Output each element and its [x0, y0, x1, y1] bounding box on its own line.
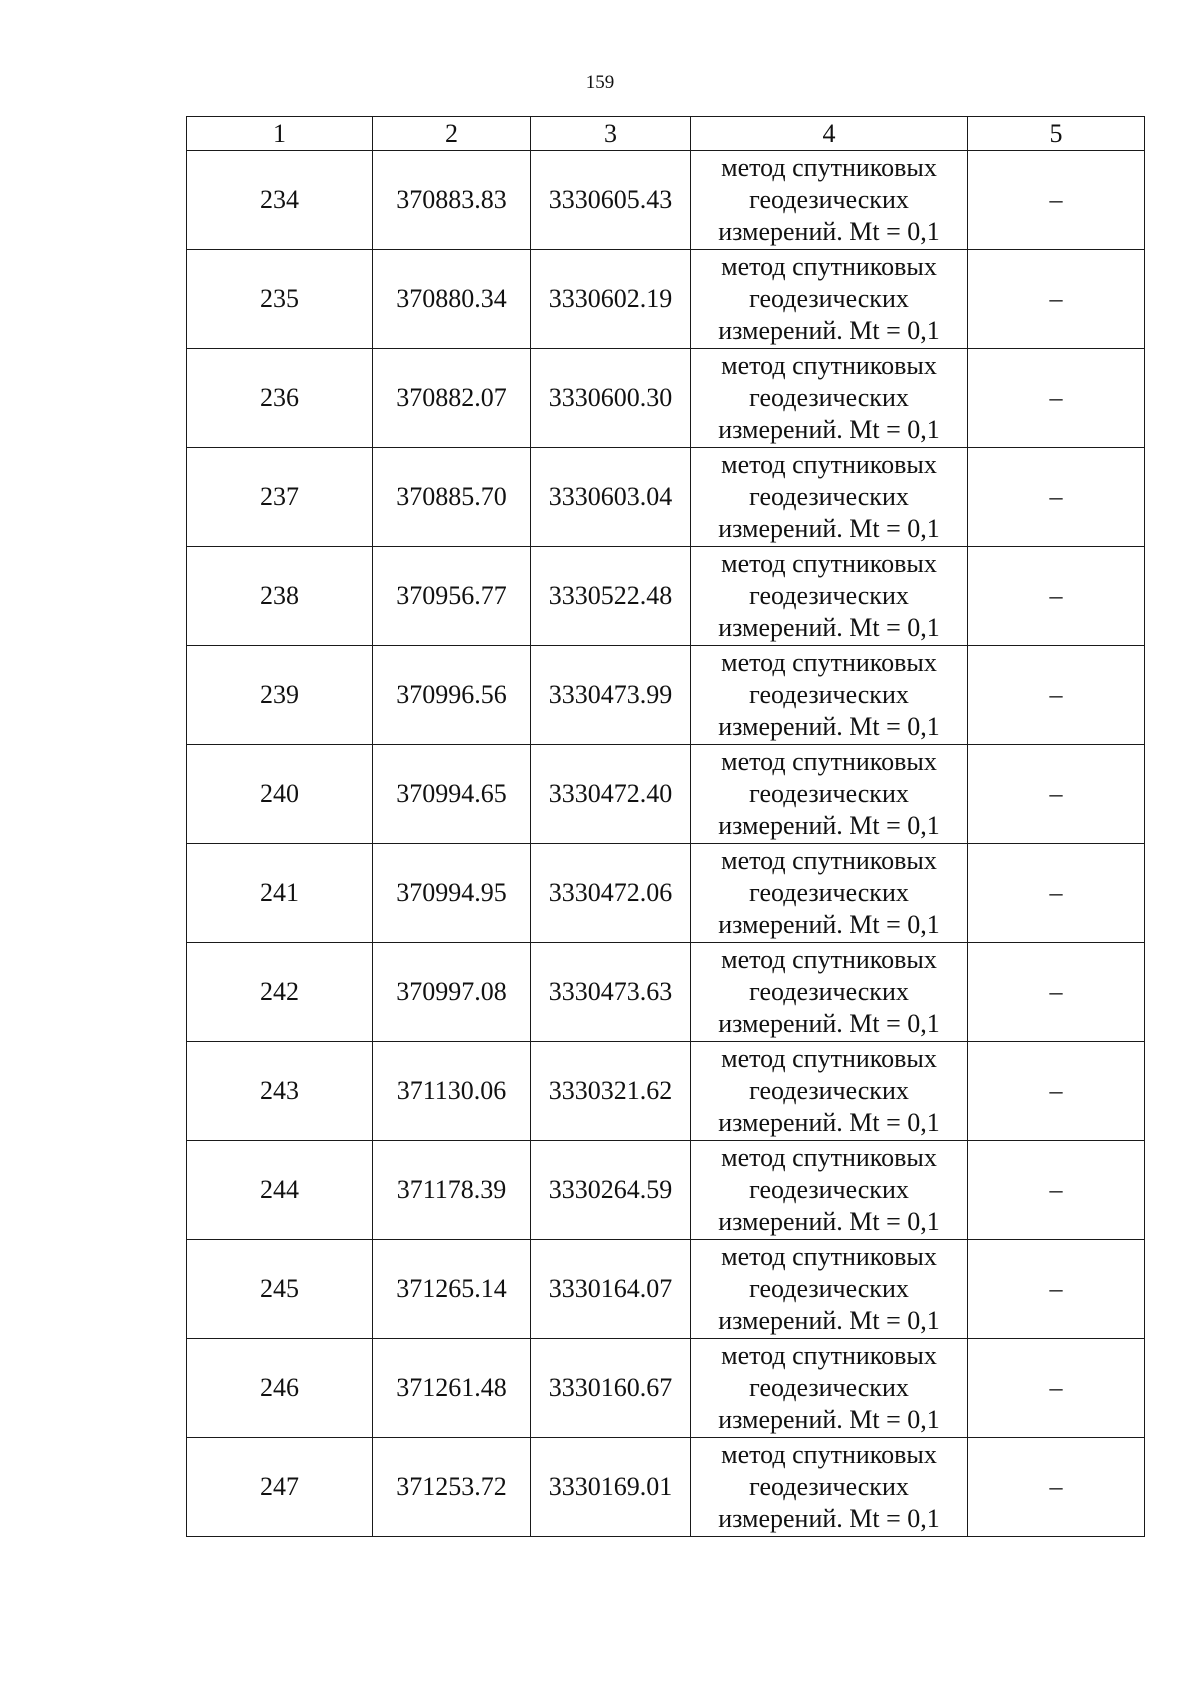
method-cell [691, 151, 968, 250]
note-cell: – [968, 1141, 1145, 1240]
y-coordinate-cell: 3330472.06 [531, 844, 691, 943]
method-line: измерений. Mt = 0,1 [718, 1405, 940, 1434]
method-cell [691, 646, 968, 745]
y-coordinate-cell: 3330164.07 [531, 1240, 691, 1339]
method-cell [691, 1042, 968, 1141]
method-line: измерений. Mt = 0,1 [718, 1108, 940, 1137]
point-number-cell: 238 [187, 547, 373, 646]
point-number-cell: 242 [187, 943, 373, 1042]
method-line: измерений. Mt = 0,1 [718, 613, 940, 642]
y-coordinate-cell: 3330264.59 [531, 1141, 691, 1240]
method-line: метод спутниковых [721, 1044, 937, 1073]
table-row [187, 151, 1145, 250]
header-cell-1: 1 [187, 117, 373, 151]
x-coordinate-cell: 371178.39 [373, 1141, 531, 1240]
point-number-cell: 239 [187, 646, 373, 745]
point-number-cell: 247 [187, 1438, 373, 1537]
method-line: измерений. Mt = 0,1 [718, 712, 940, 741]
x-coordinate-cell: 370883.83 [373, 151, 531, 250]
method-cell [691, 1141, 968, 1240]
method-line: измерений. Mt = 0,1 [718, 514, 940, 543]
header-cell-5: 5 [968, 117, 1145, 151]
table-row [187, 250, 1145, 349]
point-number-cell: 246 [187, 1339, 373, 1438]
method-line: измерений. Mt = 0,1 [718, 415, 940, 444]
note-cell: – [968, 646, 1145, 745]
y-coordinate-cell: 3330605.43 [531, 151, 691, 250]
header-cell-2: 2 [373, 117, 531, 151]
method-line: измерений. Mt = 0,1 [718, 1504, 940, 1533]
method-cell [691, 1240, 968, 1339]
table-header [187, 117, 1145, 151]
method-line: геодезических [749, 1472, 909, 1501]
method-line: измерений. Mt = 0,1 [718, 316, 940, 345]
x-coordinate-cell: 370882.07 [373, 349, 531, 448]
method-line: метод спутниковых [721, 1341, 937, 1370]
method-cell [691, 745, 968, 844]
y-coordinate-cell: 3330600.30 [531, 349, 691, 448]
method-cell [691, 547, 968, 646]
method-line: геодезических [749, 581, 909, 610]
method-line: метод спутниковых [721, 252, 937, 281]
note-cell: – [968, 1042, 1145, 1141]
point-number-cell: 241 [187, 844, 373, 943]
point-number-cell: 240 [187, 745, 373, 844]
method-cell [691, 943, 968, 1042]
method-line: геодезических [749, 779, 909, 808]
coordinates-table [186, 116, 1145, 1537]
table-row [187, 943, 1145, 1042]
method-line: геодезических [749, 482, 909, 511]
point-number-cell: 235 [187, 250, 373, 349]
page-number: 159 [585, 72, 615, 93]
y-coordinate-cell: 3330321.62 [531, 1042, 691, 1141]
table-row [187, 1438, 1145, 1537]
y-coordinate-cell: 3330472.40 [531, 745, 691, 844]
point-number-cell: 243 [187, 1042, 373, 1141]
table-row [187, 448, 1145, 547]
method-line: геодезических [749, 977, 909, 1006]
method-line: измерений. Mt = 0,1 [718, 811, 940, 840]
header-cell-3: 3 [531, 117, 691, 151]
header-row [187, 117, 1145, 151]
table-row [187, 646, 1145, 745]
method-line: метод спутниковых [721, 747, 937, 776]
method-line: геодезических [749, 1274, 909, 1303]
header-cell-4: 4 [691, 117, 968, 151]
method-line: геодезических [749, 284, 909, 313]
x-coordinate-cell: 370994.65 [373, 745, 531, 844]
x-coordinate-cell: 371253.72 [373, 1438, 531, 1537]
note-cell: – [968, 448, 1145, 547]
note-cell: – [968, 844, 1145, 943]
note-cell: – [968, 349, 1145, 448]
y-coordinate-cell: 3330473.63 [531, 943, 691, 1042]
note-cell: – [968, 151, 1145, 250]
method-line: геодезических [749, 1076, 909, 1105]
y-coordinate-cell: 3330473.99 [531, 646, 691, 745]
y-coordinate-cell: 3330169.01 [531, 1438, 691, 1537]
x-coordinate-cell: 370997.08 [373, 943, 531, 1042]
table-row [187, 547, 1145, 646]
note-cell: – [968, 1240, 1145, 1339]
method-line: геодезических [749, 680, 909, 709]
x-coordinate-cell: 370956.77 [373, 547, 531, 646]
note-cell: – [968, 745, 1145, 844]
method-line: геодезических [749, 1373, 909, 1402]
note-cell: – [968, 943, 1145, 1042]
method-line: измерений. Mt = 0,1 [718, 217, 940, 246]
method-line: геодезических [749, 878, 909, 907]
table-body [187, 151, 1145, 1537]
note-cell: – [968, 250, 1145, 349]
note-cell: – [968, 547, 1145, 646]
method-line: метод спутниковых [721, 648, 937, 677]
method-line: метод спутниковых [721, 153, 937, 182]
method-line: метод спутниковых [721, 549, 937, 578]
point-number-cell: 236 [187, 349, 373, 448]
method-cell [691, 844, 968, 943]
method-cell [691, 1339, 968, 1438]
note-cell: – [968, 1339, 1145, 1438]
method-line: метод спутниковых [721, 351, 937, 380]
table-row [187, 745, 1145, 844]
table-row [187, 349, 1145, 448]
table-row [187, 1339, 1145, 1438]
x-coordinate-cell: 371261.48 [373, 1339, 531, 1438]
method-line: геодезических [749, 1175, 909, 1204]
table-row [187, 1042, 1145, 1141]
y-coordinate-cell: 3330522.48 [531, 547, 691, 646]
y-coordinate-cell: 3330160.67 [531, 1339, 691, 1438]
method-line: метод спутниковых [721, 846, 937, 875]
x-coordinate-cell: 370885.70 [373, 448, 531, 547]
method-line: геодезических [749, 383, 909, 412]
method-line: метод спутниковых [721, 1143, 937, 1172]
x-coordinate-cell: 371130.06 [373, 1042, 531, 1141]
y-coordinate-cell: 3330603.04 [531, 448, 691, 547]
method-line: измерений. Mt = 0,1 [718, 1009, 940, 1038]
x-coordinate-cell: 370880.34 [373, 250, 531, 349]
table-row [187, 1141, 1145, 1240]
method-cell [691, 1438, 968, 1537]
method-line: измерений. Mt = 0,1 [718, 1207, 940, 1236]
point-number-cell: 234 [187, 151, 373, 250]
method-line: метод спутниковых [721, 1440, 937, 1469]
method-line: измерений. Mt = 0,1 [718, 1306, 940, 1335]
method-cell [691, 448, 968, 547]
method-cell [691, 250, 968, 349]
method-cell [691, 349, 968, 448]
point-number-cell: 245 [187, 1240, 373, 1339]
x-coordinate-cell: 370996.56 [373, 646, 531, 745]
method-line: измерений. Mt = 0,1 [718, 910, 940, 939]
point-number-cell: 237 [187, 448, 373, 547]
note-cell: – [968, 1438, 1145, 1537]
x-coordinate-cell: 371265.14 [373, 1240, 531, 1339]
method-line: геодезических [749, 185, 909, 214]
method-line: метод спутниковых [721, 1242, 937, 1271]
method-line: метод спутниковых [721, 450, 937, 479]
y-coordinate-cell: 3330602.19 [531, 250, 691, 349]
method-line: метод спутниковых [721, 945, 937, 974]
x-coordinate-cell: 370994.95 [373, 844, 531, 943]
point-number-cell: 244 [187, 1141, 373, 1240]
table-row [187, 1240, 1145, 1339]
table-row [187, 844, 1145, 943]
